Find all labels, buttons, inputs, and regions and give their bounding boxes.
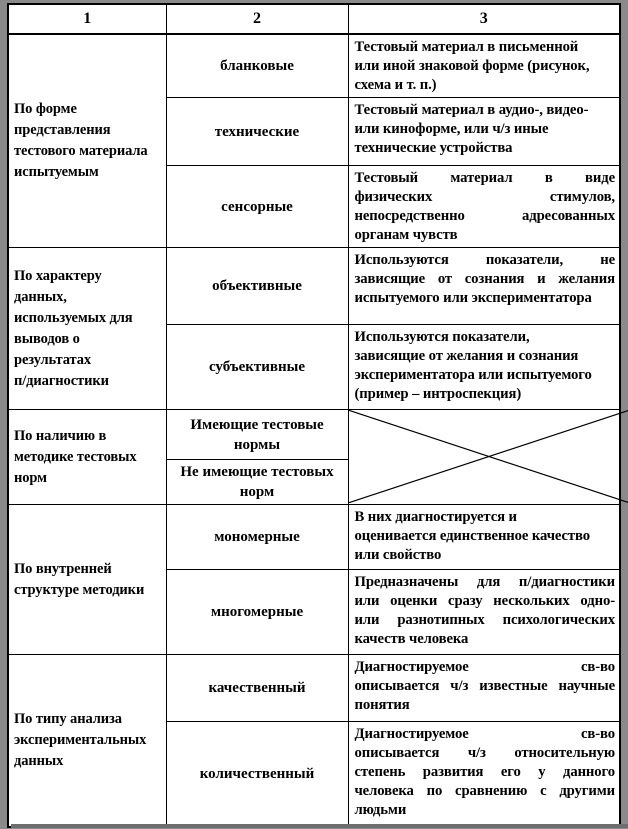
type-sensory: сенсорные: [166, 166, 348, 248]
type-multidimensional: многомерные: [166, 570, 348, 655]
type-blank: бланковые: [166, 34, 348, 98]
description-blank: Тестовый материал в письменной или иной знаковой форме (рисунок, схема и т. п.): [348, 34, 620, 98]
description-quantitative: Диагностируемое св-во описывается ч/з относительную степень развития его у данного человека по сравнению с другими людьми: [348, 722, 620, 827]
table-row: [8, 655, 620, 722]
header-col-2: 2: [166, 4, 348, 34]
header-col-3: 3: [348, 4, 620, 34]
type-qualitative: качественный: [166, 655, 348, 722]
type-objective: объективные: [166, 248, 348, 325]
type-with-norms: Имеющие тестовые нормы: [166, 410, 348, 460]
type-technical: технические: [166, 98, 348, 166]
table-row: [8, 34, 620, 98]
category-internal-structure: По внутренней структуре методики: [8, 505, 166, 655]
table-row: [8, 410, 620, 460]
description-objective: Используются показатели, не зависящие от сознания и желания испытуемого или экспериментатора: [348, 248, 620, 325]
category-test-norms: По наличию в методике тестовых норм: [8, 410, 166, 505]
description-sensory: Тестовый материал в виде физических стимулов, непосредственно адресованных органам чувств: [348, 166, 620, 248]
type-quantitative: количественный: [166, 722, 348, 827]
header-col-1: 1: [8, 4, 166, 34]
table-row: [8, 505, 620, 570]
description-qualitative: Диагностируемое св-во описывается ч/з известные научные понятия: [348, 655, 620, 722]
category-data-character: По характеру данных, используемых для выводов о результатах п/диагностики: [8, 248, 166, 410]
description-multidimensional: Предназначены для п/диагностики или оценки сразу нескольких одно- или разнотипных психологических качеств человека: [348, 570, 620, 655]
category-form-of-material: По форме представления тестового материала испытуемым: [8, 34, 166, 248]
test-classification-table: [7, 3, 621, 828]
type-monomeric: мономерные: [166, 505, 348, 570]
table-header-row: [8, 4, 620, 34]
description-subjective: Используются показатели, зависящие от желания и сознания экспериментатора или испытуемого (пример – интроспекция): [348, 325, 620, 410]
category-analysis-type: По типу анализа экспериментальных данных: [8, 655, 166, 827]
type-subjective: субъективные: [166, 325, 348, 410]
type-without-norms: Не имеющие тестовых норм: [166, 460, 348, 505]
description-monomeric: В них диагностируется и оценивается единственное качество или свойство: [348, 505, 620, 570]
x-mark-icon: [348, 410, 628, 503]
table-drop-shadow: [11, 824, 628, 828]
description-technical: Тестовый материал в аудио-, видео- или киноформе, или ч/з иные технические устройства: [348, 98, 620, 166]
table-row: [8, 248, 620, 325]
crossed-out-cell: [348, 410, 620, 505]
